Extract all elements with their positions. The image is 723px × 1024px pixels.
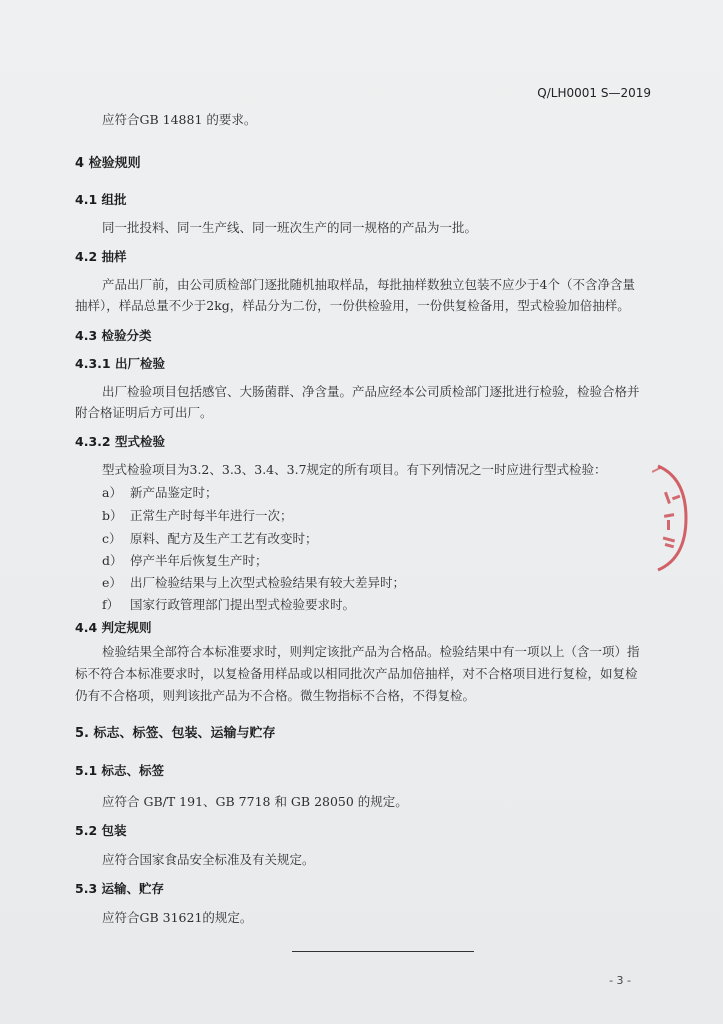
list-marker: d） (102, 553, 123, 568)
paragraph-text: 型式检验项目为3.2、3.3、3.4、3.7规定的所有项目。有下列情况之一时应进行型式检验： (102, 462, 607, 477)
list-item (102, 551, 723, 569)
section-heading-5-1: 5.1 标志、标签 (75, 763, 164, 778)
section-heading-4-3-2: 4.3.2 型式检验 (75, 434, 165, 449)
paragraph-text: 应符合 GB/T 191、GB 7718 和 GB 28050 的规定。 (102, 794, 408, 809)
paragraph-text: 检验结果全部符合本标准要求时，则判定该批产品为合格品。检验结果中有一项以上（含一项）指 (102, 644, 640, 659)
paragraph-text: 产品出厂前，由公司质检部门逐批随机抽取样品，每批抽样数独立包装不应少于4个（不含净含量 (102, 277, 635, 292)
seal-graphic (652, 458, 692, 578)
list-item-text: 正常生产时每半年进行一次； (130, 508, 293, 523)
section-heading-4-3: 4.3 检验分类 (75, 328, 152, 343)
list-item-text: 出厂检验结果与上次型式检验结果有较大差异时； (130, 575, 406, 590)
company-seal-stamp (652, 458, 692, 578)
paragraph-text: 应符合GB 14881 的要求。 (102, 112, 257, 127)
list-item (102, 506, 723, 524)
list-item (102, 483, 723, 501)
list-marker: b） (102, 508, 123, 523)
section-heading-4-2: 4.2 抽样 (75, 249, 127, 264)
list-item-text: 国家行政管理部门提出型式检验要求时。 (130, 597, 356, 612)
paragraph-text: 标不符合本标准要求时，以复检备用样品或以相同批次产品加倍抽样，对不合格项目进行复检，如复检 (75, 666, 638, 681)
section-heading-5-3: 5.3 运输、贮存 (75, 881, 164, 896)
paragraph-text: 附合格证明后方可出厂。 (75, 405, 213, 420)
paragraph-text: 应符合国家食品安全标准及有关规定。 (102, 852, 315, 867)
list-item-text: 停产半年后恢复生产时； (130, 553, 268, 568)
standard-code: Q/LH0001 S—2019 (537, 86, 651, 100)
section-heading-5: 5. 标志、标签、包装、运输与贮存 (75, 726, 276, 741)
section-heading-4-1: 4.1 组批 (75, 192, 127, 207)
list-marker: f） (102, 597, 120, 612)
paragraph-text: 仍有不合格项，则判该批产品为不合格。微生物指标不合格，不得复检。 (75, 688, 476, 703)
list-item (102, 573, 723, 591)
page-number: - 3 - (609, 974, 631, 987)
section-heading-4-4: 4.4 判定规则 (75, 620, 152, 635)
list-item-text: 原料、配方及生产工艺有改变时； (130, 531, 318, 546)
section-heading-5-2: 5.2 包装 (75, 823, 127, 838)
list-marker: e） (102, 575, 122, 590)
paragraph-text: 出厂检验项目包括感官、大肠菌群、净含量。产品应经本公司质检部门逐批进行检验，检验合格并 (102, 384, 640, 399)
list-item (102, 529, 723, 547)
section-heading-4-3-1: 4.3.1 出厂检验 (75, 356, 165, 371)
footer-rule (292, 951, 474, 952)
list-marker: c） (102, 531, 122, 546)
paragraph-text: 抽样），样品总量不少于2kg，样品分为二份，一份供检验用，一份供复检备用，型式检验加倍抽样。 (75, 298, 630, 313)
list-item (102, 595, 723, 613)
list-marker: a） (102, 485, 122, 500)
paragraph-text: 应符合GB 31621的规定。 (102, 910, 253, 925)
section-heading-4: 4 检验规则 (75, 156, 141, 171)
list-item-text: 新产品鉴定时； (130, 485, 218, 500)
paragraph-text: 同一批投料、同一生产线、同一班次生产的同一规格的产品为一批。 (102, 220, 478, 235)
